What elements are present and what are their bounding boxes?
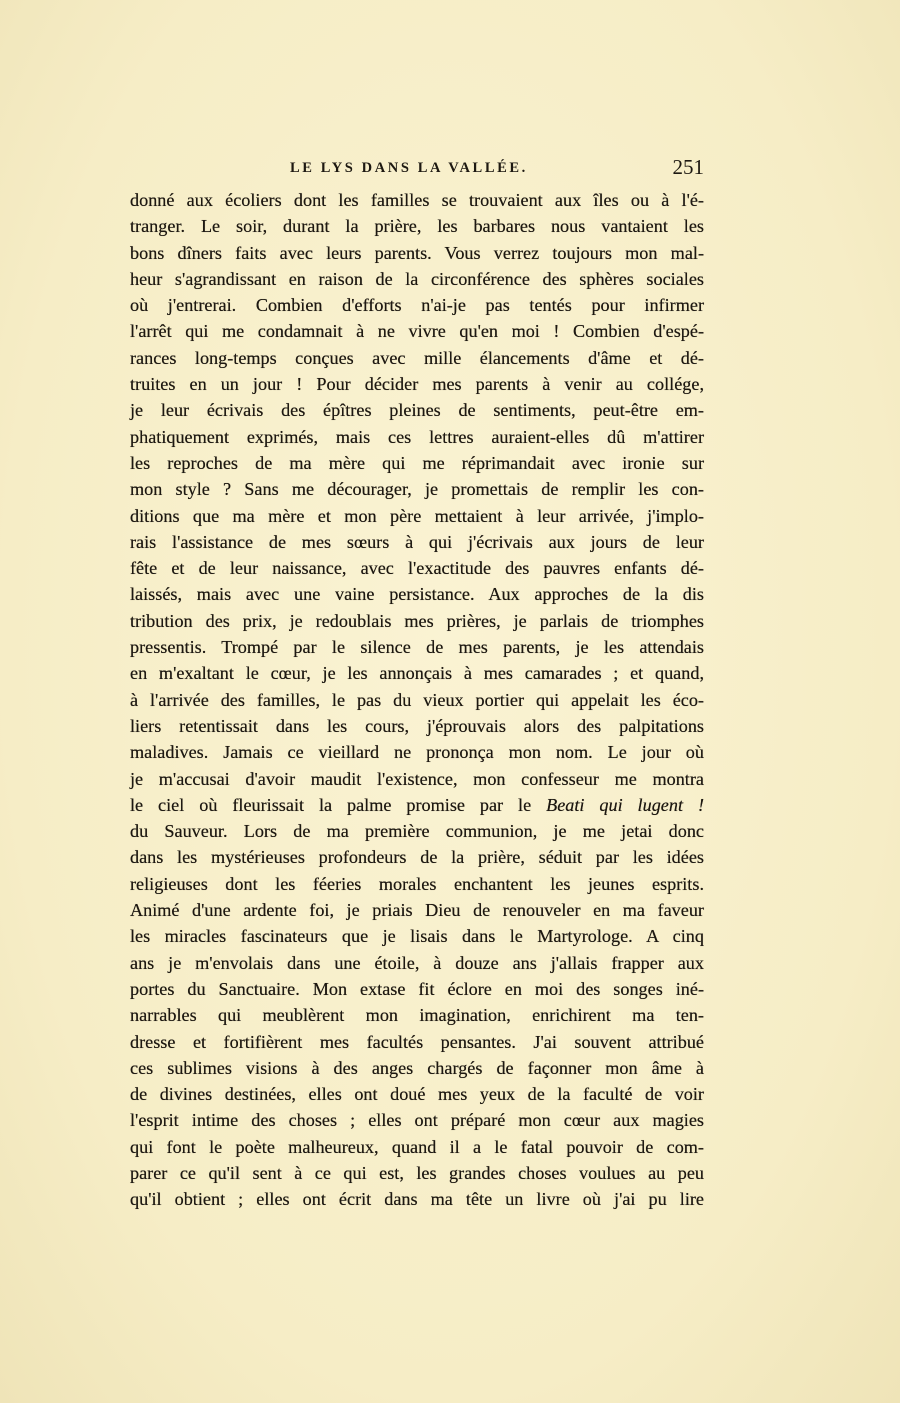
text-line: l'arrêt qui me condamnait à ne vivre qu'en moi ! Combien d'espé- [130,321,704,342]
text-line: Animé d'une ardente foi, je priais Dieu de renouveler en ma faveur [130,900,704,921]
text-line: liers retentissait dans les cours, j'éprouvais alors des palpitations [130,715,704,736]
text-line: pressentis. Trompé par le silence de mes parents, je les attendais [130,637,704,658]
text-line: fête et de leur naissance, avec l'exactitude des pauvres enfants dé- [130,558,704,579]
text-line: qu'il obtient ; elles ont écrit dans ma tête un livre où j'ai pu lire [130,1189,704,1210]
text-line: narrables qui meublèrent mon imagination, enrichirent ma ten- [130,1005,704,1026]
body-text [130,187,704,1213]
text-line: ces sublimes visions à des anges chargés de façonner mon âme à [130,1057,704,1078]
text-line: à l'arrivée des familles, le pas du vieux portier qui appelait les éco- [130,689,704,710]
text-line: bons dîners faits avec leurs parents. Vous verrez toujours mon mal- [130,242,704,263]
text-line: parer ce qu'il sent à ce qui est, les grandes choses voulues au peu [130,1162,704,1183]
text-line: truites en un jour ! Pour décider mes parents à venir au collége, [130,374,704,395]
text-line: en m'exaltant le cœur, je les annonçais à mes camarades ; et quand, [130,663,704,684]
text-line: l'esprit intime des choses ; elles ont préparé mon cœur aux magies [130,1110,704,1131]
page-number: 251 [672,155,704,179]
text-line: les miracles fascinateurs que je lisais dans le Martyrologe. A cinq [130,926,704,947]
text-line: portes du Sanctuaire. Mon extase fit éclore en moi des songes iné- [130,978,704,999]
text-line: rais l'assistance de mes sœurs à qui j'écrivais aux jours de leur [130,531,704,552]
running-title: LE LYS DANS LA VALLÉE. [290,160,528,176]
text-segment: le ciel où fleurissait la palme promise par le [130,794,547,815]
text-line: qui font le poète malheureux, quand il a le fatal pouvoir de com- [130,1136,704,1157]
text-line: maladives. Jamais ce vieillard ne prononça mon nom. Le jour où [130,742,704,763]
text-line: tribution des prix, je redoublais mes prières, je parlais de triomphes [130,610,704,631]
text-line: rances long-temps conçues avec mille élancements d'âme et dé- [130,347,704,368]
text-line: de divines destinées, elles ont doué mes yeux de la faculté de voir [130,1084,704,1105]
text-line: où j'entrerai. Combien d'efforts n'ai-je pas tentés pour infirmer [130,295,704,316]
text-line: phatiquement exprimés, mais ces lettres auraient-elles dû m'attirer [130,426,704,447]
text-line: dans les mystérieuses profondeurs de la prière, séduit par les idées [130,847,704,868]
italic-quote: Beati qui lugent ! [546,794,704,815]
text-line: ditions que ma mère et mon père mettaient à leur arrivée, j'implo- [130,505,704,526]
text-line: religieuses dont les féeries morales enchantent les jeunes esprits. [130,873,704,894]
text-line: donné aux écoliers dont les familles se trouvaient aux îles ou à l'é- [130,190,704,210]
text-line: laissés, mais avec une vaine persistance. Aux approches de la dis [130,584,704,605]
text-line: du Sauveur. Lors de ma première communion, je me jetai donc [130,821,704,842]
text-line: mon style ? Sans me décourager, je promettais de remplir les con- [130,479,704,500]
text-line: je leur écrivais des épîtres pleines de sentiments, peut-être em- [130,400,704,421]
page-header [130,156,704,184]
text-line: tranger. Le soir, durant la prière, les barbares nous vantaient les [130,216,704,237]
text-line: les reproches de ma mère qui me réprimandait avec ironie sur [130,452,704,473]
text-line: heur s'agrandissant en raison de la circonférence des sphères sociales [130,268,704,289]
text-line: ans je m'envolais dans une étoile, à douze ans j'allais frapper aux [130,952,704,973]
text-line: dresse et fortifièrent mes facultés pensantes. J'ai souvent attribué [130,1031,704,1052]
text-line [130,792,704,818]
text-line: je m'accusai d'avoir maudit l'existence, mon confesseur me montra [130,768,704,789]
